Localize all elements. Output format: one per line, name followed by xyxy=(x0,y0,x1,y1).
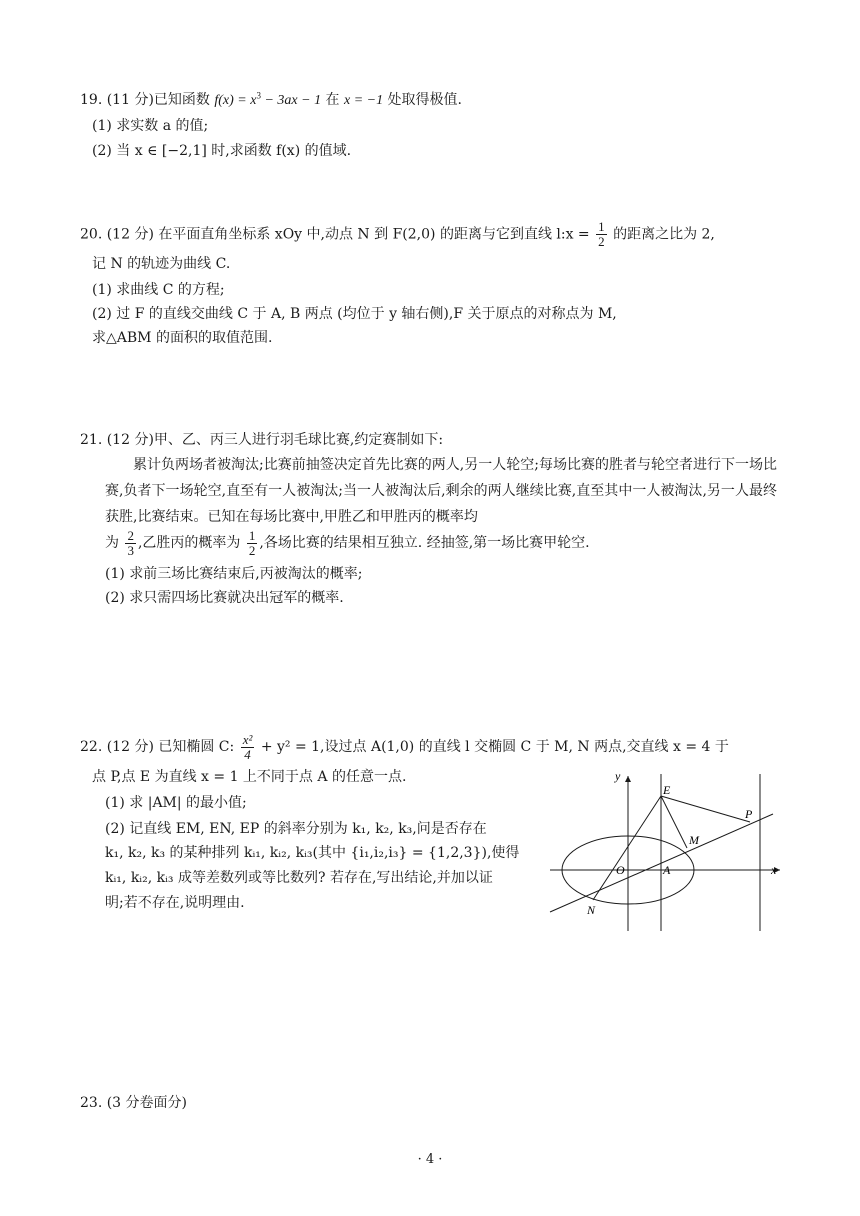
q22-head-b: + y² = 1,设过点 A(1,0) 的直线 l 交椭圆 C 于 M, N 两点,交直线 x = 4 于 xyxy=(260,739,729,755)
q21-l5c: ,各场比赛的结果相互独立. 经抽签,第一场比赛甲轮空. xyxy=(259,535,590,551)
q21-stem: 21. (12 分)甲、乙、丙三人进行羽毛球比赛,约定赛制如下: xyxy=(80,432,444,448)
q19-tail1: 在 xyxy=(321,92,344,108)
q21-l5b: ,乙胜丙的概率为 xyxy=(137,535,241,551)
q22-part2b: k₁, k₂, k₃ 的某种排列 kᵢ₁, kᵢ₂, kᵢ₃(其中 {i₁,i₂,i₃} = {1,2,3}),使得 xyxy=(105,845,520,861)
label-n: N xyxy=(587,903,596,917)
page-number: · 4 · xyxy=(417,1152,443,1167)
q21-line5 xyxy=(105,528,590,558)
q21-part2: (2) 求只需四场比赛就决出冠军的概率. xyxy=(105,590,344,606)
q21-f1-num: 2 xyxy=(127,527,134,543)
label-m: M xyxy=(689,833,699,847)
label-y: y xyxy=(615,769,621,783)
q20-line2: 记 N 的轨迹为曲线 C. xyxy=(92,256,231,272)
q22-fraction xyxy=(241,733,255,762)
q19-tail2: 处取得极值. xyxy=(383,92,462,108)
segment-ep xyxy=(661,796,750,822)
q20-head-tail: 的距离之比为 2, xyxy=(613,226,715,243)
q19-exp: 3 xyxy=(256,90,261,101)
q21-part1: (1) 求前三场比赛结束后,丙被淘汰的概率; xyxy=(105,566,363,582)
q19-fx: f(x) xyxy=(214,93,234,108)
q21-frac2 xyxy=(247,529,258,558)
label-a: A xyxy=(663,863,671,877)
segment-em xyxy=(661,796,687,848)
q20-frac-num: 1 xyxy=(598,219,605,234)
q20-part2: (2) 过 F 的直线交曲线 C 于 A, B 两点 (均位于 y 轴右侧),F 关于原点的对称点为 M, xyxy=(92,306,617,322)
question-23: 23. (3 分卷面分) xyxy=(80,1095,187,1111)
q22-head-a: 22. (12 分) 已知椭圆 C: xyxy=(80,739,235,755)
q22-part2c: kᵢ₁, kᵢ₂, kᵢ₃ 成等差数列或等比数列? 若存在,写出结论,并加以证 xyxy=(105,870,493,886)
q22-figure xyxy=(545,766,795,938)
q22-frac-num: x² xyxy=(242,731,253,747)
q20-stem xyxy=(80,220,715,249)
q19-part1: (1) 求实数 a 的值; xyxy=(92,118,209,134)
q19-part2: (2) 当 x ∈ [−2,1] 时,求函数 f(x) 的值域. xyxy=(92,143,352,159)
q20-frac-den: 2 xyxy=(598,234,605,249)
q20-part1: (1) 求曲线 C 的方程; xyxy=(92,282,225,298)
q21-paragraph: 累计负两场者被淘汰;比赛前抽签决定首先比赛的两人,另一人轮空;每场比赛的胜者与轮空者进行下一场比赛,负者下一场轮空,直至有一人被淘汰;当一人被淘汰后,剩余的两人继续比赛,直至其中一人被淘汰,另一人最终获胜,比赛结束。已知在每场比赛中,甲胜乙和甲胜丙的概率均 xyxy=(105,457,777,525)
label-e: E xyxy=(663,783,671,797)
q21-l5a: 为 xyxy=(105,535,119,551)
q22-frac-den: 4 xyxy=(244,746,251,762)
q20-part2b: 求△ABM 的面积的取值范围. xyxy=(92,330,273,346)
q19-rest: − 3ax − 1 xyxy=(260,93,322,108)
q20-head: 20. (12 分) 在平面直角坐标系 xOy 中,动点 N 到 F(2,0) 的距离与它到直线 l:x = xyxy=(80,226,590,243)
segment-en xyxy=(593,796,661,900)
q22-stem xyxy=(80,732,729,762)
q21-frac1 xyxy=(125,529,136,558)
label-o: O xyxy=(616,863,625,877)
q21-f2-den: 2 xyxy=(248,542,256,558)
q22-part2d: 明;若不存在,说明理由. xyxy=(105,895,245,911)
q19-stem xyxy=(80,90,462,111)
q19-cond: x = −1 xyxy=(343,93,384,108)
label-x: x xyxy=(771,863,777,877)
q19-head: 19. (11 分)已知函数 xyxy=(80,92,210,108)
q22-line2: 点 P,点 E 为直线 x = 1 上不同于点 A 的任意一点. xyxy=(92,769,407,785)
q22-part1: (1) 求 |AM| 的最小值; xyxy=(105,795,247,811)
q20-fraction xyxy=(596,220,607,249)
q21-f1-den: 3 xyxy=(127,542,134,558)
q19-eq: = x xyxy=(233,93,257,108)
label-p: P xyxy=(745,807,753,821)
q22-part2a: (2) 记直线 EM, EN, EP 的斜率分别为 k₁, k₂, k₃,问是否存在 xyxy=(105,821,487,837)
q21-f2-num: 1 xyxy=(248,527,256,543)
